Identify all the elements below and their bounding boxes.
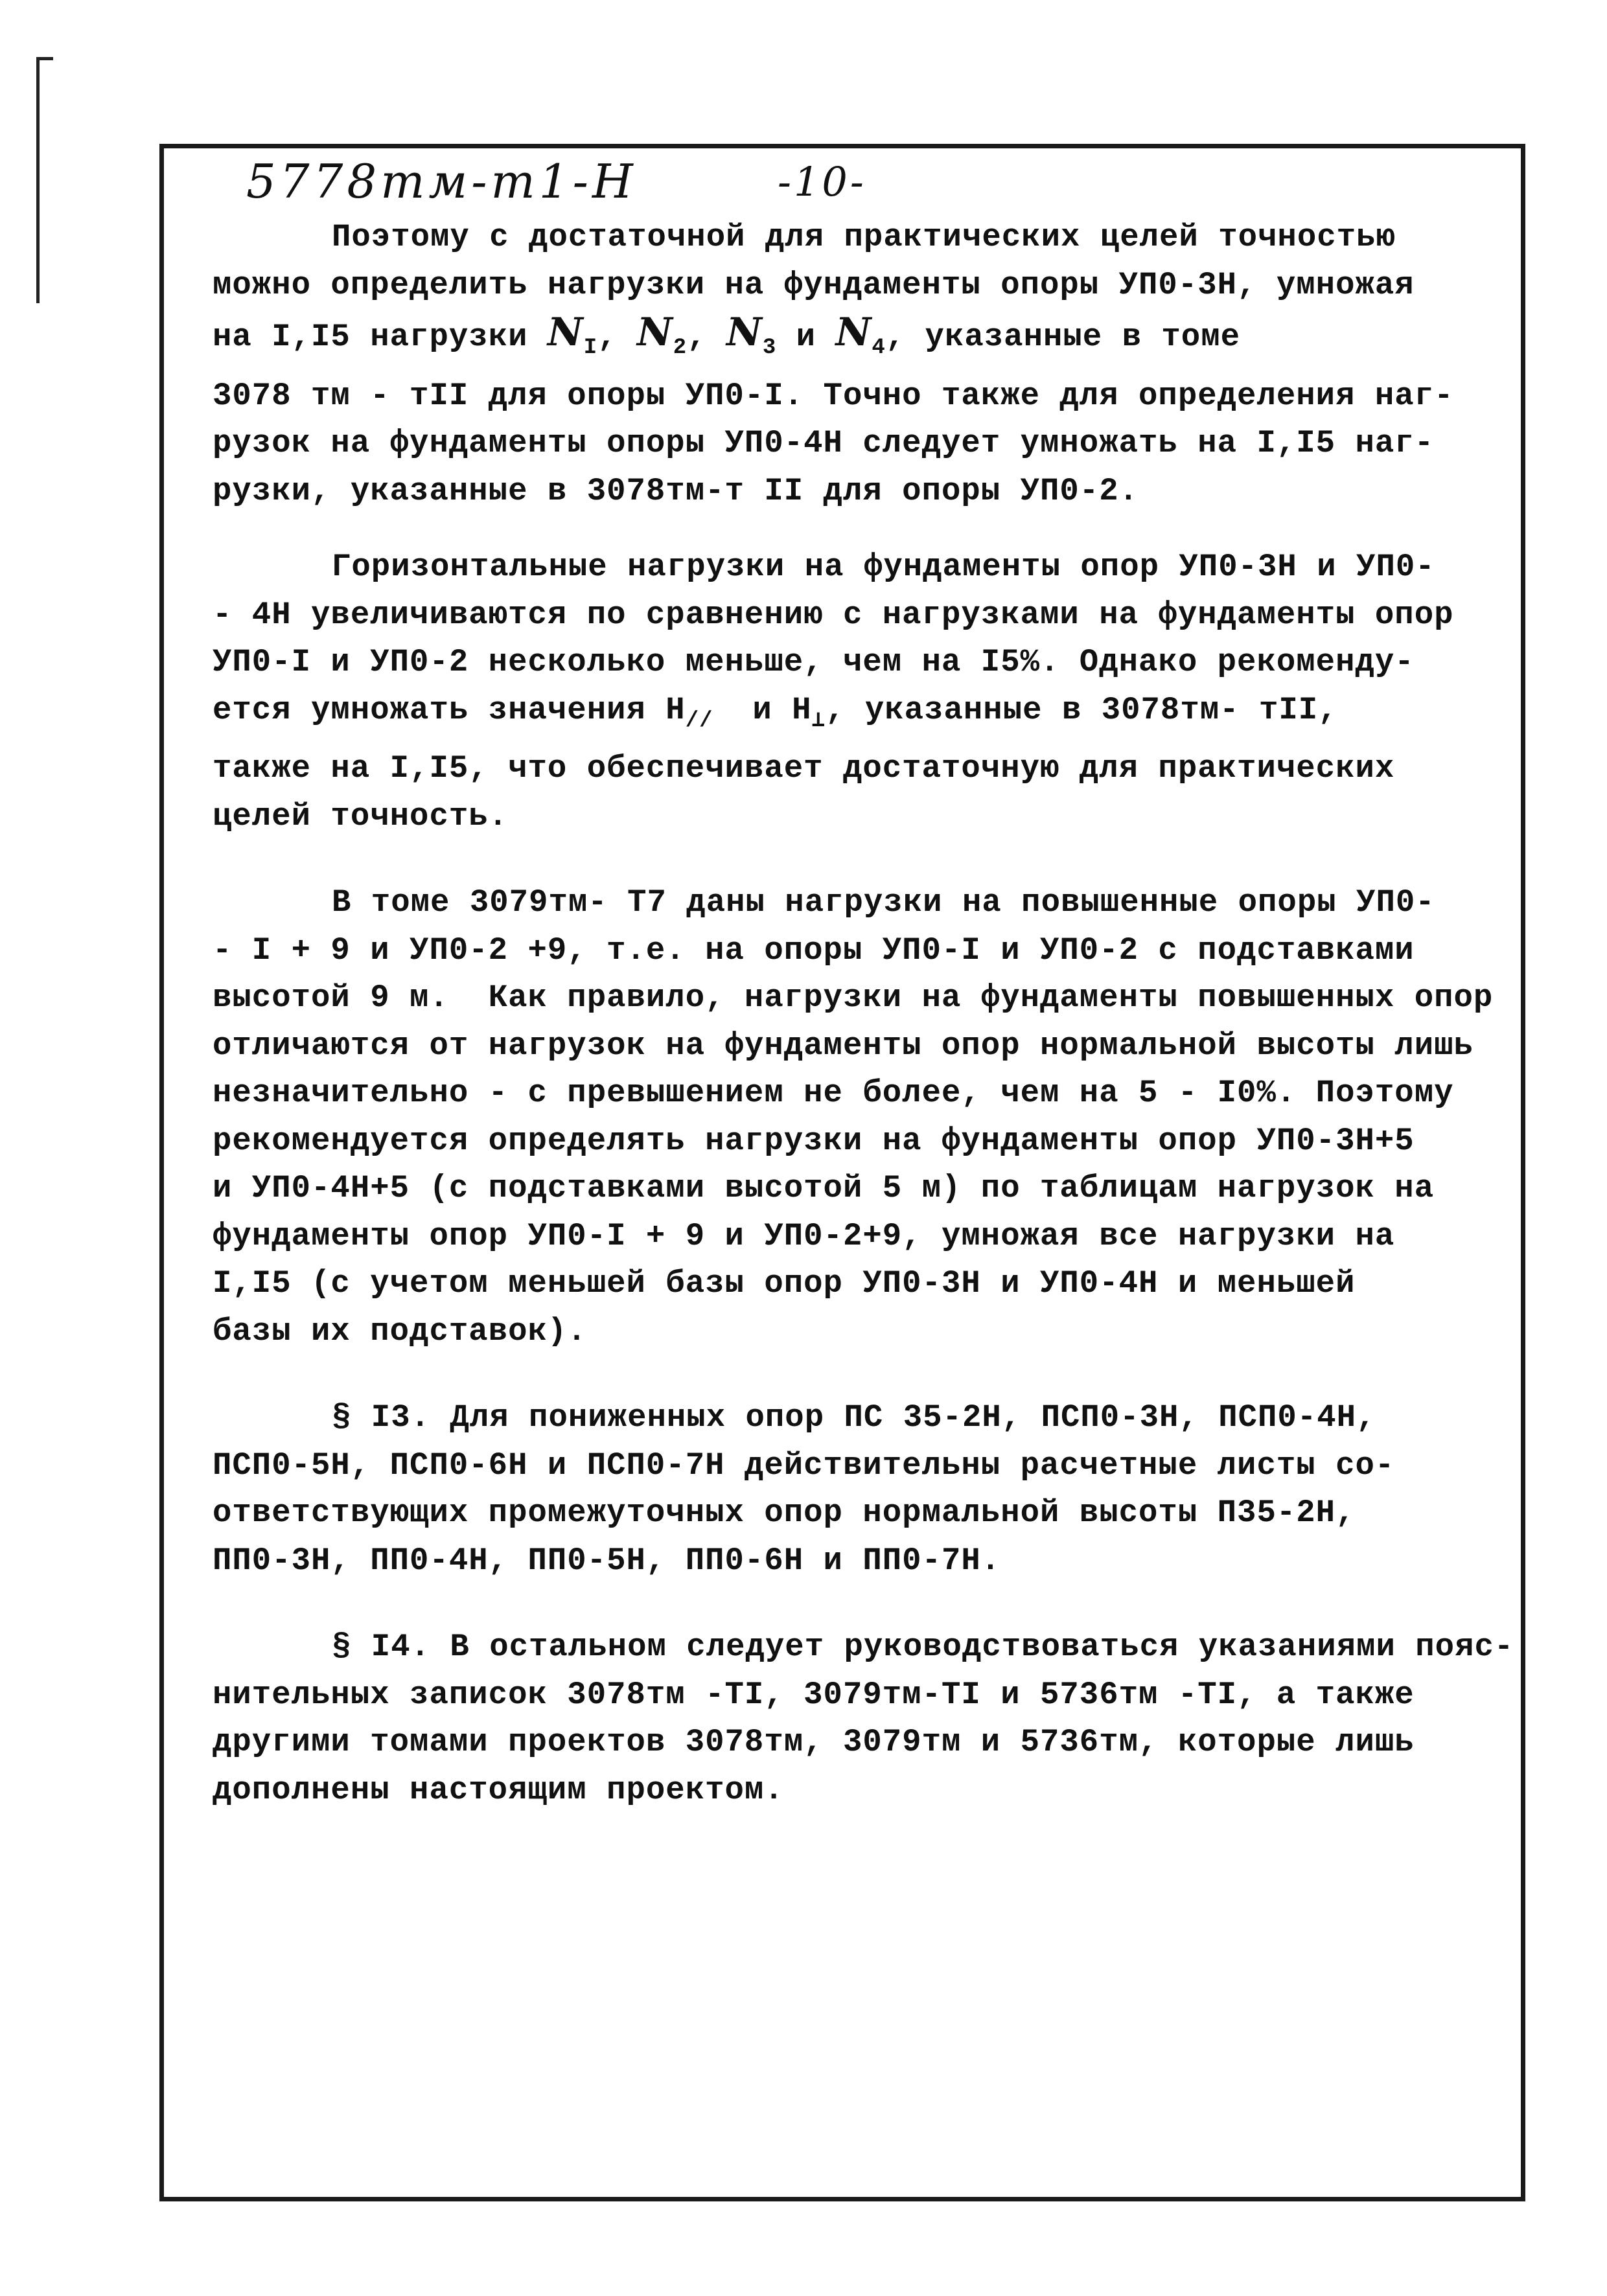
text-line: высотой 9 м. Как правило, нагрузки на фундаменты повышенных опор (213, 980, 1494, 1016)
page-number: -10- (778, 158, 866, 205)
load-symbol-n4: N (835, 310, 872, 355)
text-line: рузок на фундаменты опоры УП0-4Н следует умножать на I,I5 наг- (213, 425, 1435, 461)
text-line: ПСП0-5Н, ПСП0-6Н и ПСП0-7Н действительны расчетные листы со- (213, 1447, 1395, 1484)
subscript: I (583, 336, 598, 360)
text-line: целей точность. (213, 798, 509, 834)
scan-edge-mark-top (36, 57, 53, 60)
text-line: В томе 3079тм- Т7 даны нагрузки на повышенные опоры УП0- (332, 884, 1435, 921)
text-line: незначительно - с превышением не более, чем на 5 - I0%. Поэтому (213, 1075, 1454, 1111)
separator: , (687, 319, 727, 355)
paragraph-5 (213, 1624, 1514, 1814)
subscript: 4 (872, 336, 886, 360)
paragraph-1 (213, 214, 1502, 515)
text-line: Поэтому с достаточной для практических целей точностью (332, 219, 1396, 255)
load-symbol-n2: N (636, 310, 673, 355)
text-line: I,I5 (с учетом меньшей базы опор УП0-3Н и УП0-4Н и меньшей (213, 1265, 1356, 1302)
text-line: и УП0-4Н+5 (с подставками высотой 5 м) по таблицам нагрузок на (213, 1170, 1435, 1206)
document-body (213, 214, 1514, 1814)
text-line: фундаменты опор УП0-I + 9 и УП0-2+9, умножая все нагрузки на (213, 1217, 1395, 1254)
text-line: § I3. Для пониженных опор ПС 35-2Н, ПСП0-3Н, ПСП0-4Н, (332, 1399, 1376, 1436)
separator: , (597, 319, 637, 355)
text-line: ответствующих промежуточных опор нормальной высоты П35-2Н, (213, 1495, 1356, 1531)
text-line-h-values (213, 687, 1502, 746)
text-line: отличаются от нагрузок на фундаменты опор нормальной высоты лишь (213, 1027, 1474, 1064)
load-symbol-n3: N (726, 310, 763, 355)
text-line: также на I,I5, что обеспечивает достаточную для практических (213, 750, 1395, 786)
text-line: - 4Н увеличиваются по сравнению с нагрузками на фундаменты опор (213, 596, 1454, 633)
text-line: рекомендуется определять нагрузки на фундаменты опор УП0-3Н+5 (213, 1122, 1415, 1159)
text-line: ПП0-3Н, ПП0-4Н, ПП0-5Н, ПП0-6Н и ПП0-7Н. (213, 1542, 1001, 1579)
paragraph-2 (213, 544, 1502, 840)
document-code: 5778тм-т1-Н (246, 154, 637, 209)
text-line: 3078 тм - тII для опоры УП0-I. Точно также для определения наг- (213, 377, 1454, 414)
text-line: Горизонтальные нагрузки на фундаменты опор УП0-3Н и УП0- (332, 549, 1435, 585)
text-segment: на I,I5 нагрузки (213, 319, 548, 355)
text-segment: , указанные в томе (885, 319, 1241, 355)
paragraph-4 (213, 1394, 1502, 1585)
text-segment: и Н (713, 691, 812, 728)
conjunction: и (776, 319, 836, 355)
text-line-loads (213, 309, 1502, 373)
text-line: УП0-I и УП0-2 несколько меньше, чем на I5%. Однако рекоменду- (213, 644, 1415, 680)
subscript: 2 (673, 336, 688, 360)
text-line: нительных записок 3078тм -ТI, 3079тм-ТI и 5736тм -ТI, а также (213, 1676, 1415, 1713)
subscript: 3 (762, 336, 777, 360)
text-segment: ется умножать значения Н (213, 691, 686, 728)
text-line: другими томами проектов 3078тм, 3079тм и 5736тм, которые лишь (213, 1724, 1415, 1760)
parallel-subscript: // (685, 708, 713, 733)
text-line: § I4. В остальном следует руководствоваться указаниями пояс- (332, 1629, 1514, 1665)
text-segment: , указанные в 3078тм- тII, (826, 691, 1338, 728)
text-line: дополнены настоящим проектом. (213, 1771, 784, 1808)
load-symbol-n1: N (547, 310, 584, 355)
scan-edge-mark (36, 57, 40, 303)
perpendicular-subscript: ⊥ (811, 708, 826, 733)
text-line: рузки, указанные в 3078тм-т II для опоры УП0-2. (213, 472, 1139, 509)
paragraph-3 (213, 879, 1502, 1355)
text-line: базы их подставок). (213, 1313, 587, 1349)
text-line: можно определить нагрузки на фундаменты опоры УП0-3Н, умножая (213, 266, 1415, 303)
text-line: - I + 9 и УП0-2 +9, т.е. на опоры УП0-I и УП0-2 с подставками (213, 932, 1415, 969)
